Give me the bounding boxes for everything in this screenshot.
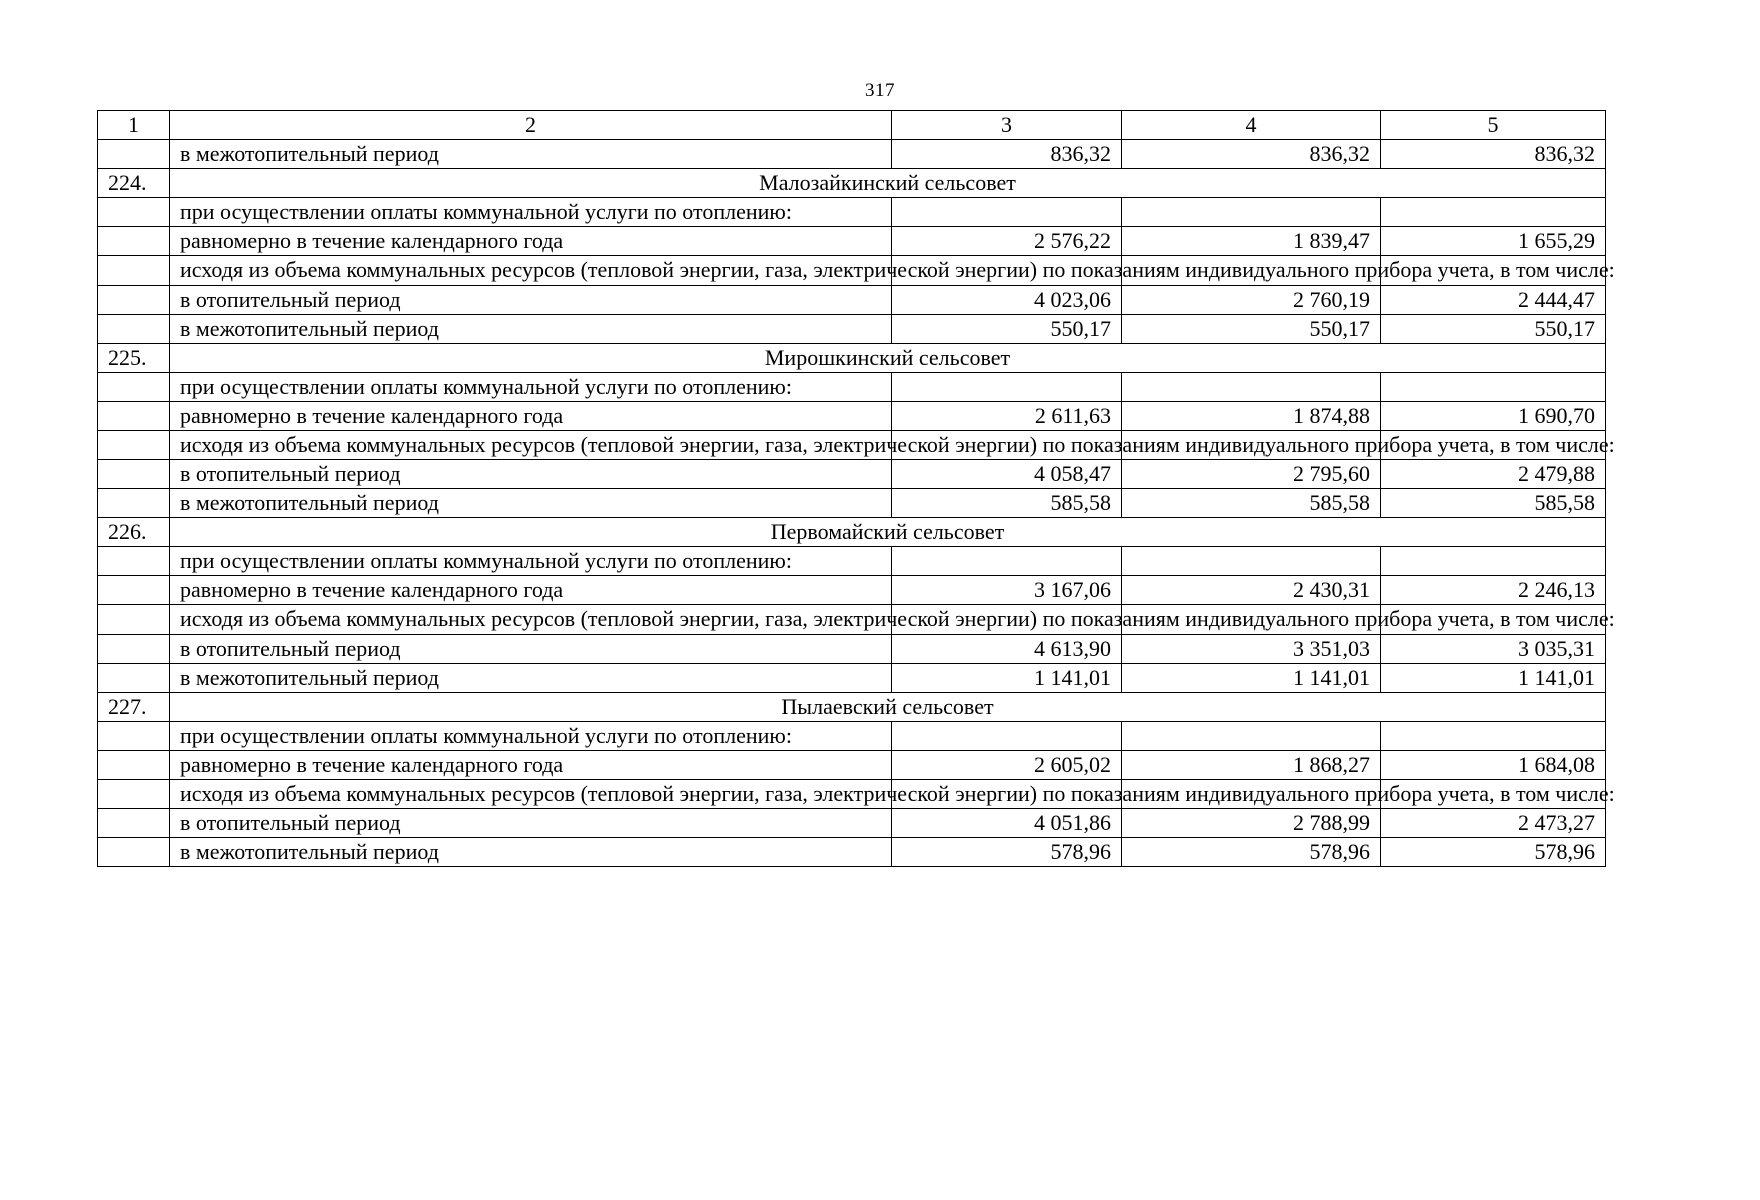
- value-col-5: 578,96: [1381, 838, 1606, 867]
- value-col-3: 1 141,01: [892, 663, 1122, 692]
- table-row: [98, 140, 1606, 169]
- row-label: равномерно в течение календарного года: [170, 227, 892, 256]
- value-col-4: 836,32: [1122, 140, 1381, 169]
- row-index-cell: [98, 663, 170, 692]
- row-label: при осуществлении оплаты коммунальной услуги по отоплению:: [170, 721, 892, 750]
- value-col-4: 1 141,01: [1122, 663, 1381, 692]
- row-index-cell: [98, 721, 170, 750]
- value-col-5: 2 246,13: [1381, 576, 1606, 605]
- value-col-5: 1 684,08: [1381, 750, 1606, 779]
- section-heading-row: [98, 169, 1606, 198]
- table-row: [98, 838, 1606, 867]
- section-index: 224.: [98, 169, 170, 198]
- value-col-5: 3 035,31: [1381, 634, 1606, 663]
- table-body: [98, 111, 1615, 867]
- value-col-4: 1 874,88: [1122, 401, 1381, 430]
- row-index-cell: [98, 576, 170, 605]
- table-row: [98, 430, 1606, 460]
- row-label: в отопительный период: [170, 809, 892, 838]
- section-heading-row: [98, 518, 1606, 547]
- value-col-4: 2 788,99: [1122, 809, 1381, 838]
- value-col-5: 1 655,29: [1381, 227, 1606, 256]
- table-row: [98, 721, 1606, 750]
- row-label: в межотопительный период: [170, 314, 892, 343]
- value-col-5: [1381, 372, 1606, 401]
- value-col-3: 2 605,02: [892, 750, 1122, 779]
- value-col-5: 836,32: [1381, 140, 1606, 169]
- section-name: Мирошкинский сельсовет: [170, 343, 1606, 372]
- section-index: 226.: [98, 518, 170, 547]
- row-index-cell: [98, 140, 170, 169]
- row-index-cell: [98, 838, 170, 867]
- value-col-5: 1 141,01: [1381, 663, 1606, 692]
- value-col-4: 1 868,27: [1122, 750, 1381, 779]
- row-index-cell: [98, 809, 170, 838]
- value-col-4: [1122, 547, 1381, 576]
- table-row: [98, 634, 1606, 663]
- row-label: исходя из объема коммунальных ресурсов (тепловой энергии, газа, электрической энергии) по показаниям индивидуального прибора учета, в том числе:: [170, 779, 892, 809]
- value-col-5: 550,17: [1381, 314, 1606, 343]
- row-label: равномерно в течение календарного года: [170, 750, 892, 779]
- value-col-5: [1381, 547, 1606, 576]
- table-row: [98, 576, 1606, 605]
- row-label: в отопительный период: [170, 285, 892, 314]
- value-col-3: 4 058,47: [892, 460, 1122, 489]
- value-col-4: [1122, 198, 1381, 227]
- value-col-3: 4 023,06: [892, 285, 1122, 314]
- value-col-3: 550,17: [892, 314, 1122, 343]
- table-row: [98, 809, 1606, 838]
- row-label: исходя из объема коммунальных ресурсов (тепловой энергии, газа, электрической энергии) по показаниям индивидуального прибора учета, в том числе:: [170, 256, 892, 286]
- row-label: равномерно в течение календарного года: [170, 401, 892, 430]
- column-number-row: [98, 111, 1606, 140]
- row-label: в отопительный период: [170, 634, 892, 663]
- table-row: [98, 489, 1606, 518]
- row-index-cell: [98, 314, 170, 343]
- value-col-3: 585,58: [892, 489, 1122, 518]
- value-col-4: 585,58: [1122, 489, 1381, 518]
- section-index: 225.: [98, 343, 170, 372]
- table-row: [98, 401, 1606, 430]
- column-number-5: 5: [1381, 111, 1606, 140]
- column-number-2: 2: [170, 111, 892, 140]
- row-index-cell: [98, 750, 170, 779]
- row-index-cell: [98, 198, 170, 227]
- value-col-3: 578,96: [892, 838, 1122, 867]
- row-index-cell: [98, 430, 170, 460]
- row-index-cell: [98, 605, 170, 635]
- row-index-cell: [98, 372, 170, 401]
- row-label: в межотопительный период: [170, 663, 892, 692]
- column-number-4: 4: [1122, 111, 1381, 140]
- value-col-5: 585,58: [1381, 489, 1606, 518]
- section-index: 227.: [98, 692, 170, 721]
- table-row: [98, 750, 1606, 779]
- row-label: исходя из объема коммунальных ресурсов (тепловой энергии, газа, электрической энергии) по показаниям индивидуального прибора учета, в том числе:: [170, 605, 892, 635]
- table-row: [98, 460, 1606, 489]
- row-label: исходя из объема коммунальных ресурсов (тепловой энергии, газа, электрической энергии) по показаниям индивидуального прибора учета, в том числе:: [170, 430, 892, 460]
- value-col-3: 2 576,22: [892, 227, 1122, 256]
- row-index-cell: [98, 256, 170, 286]
- section-heading-row: [98, 692, 1606, 721]
- row-index-cell: [98, 460, 170, 489]
- row-index-cell: [98, 547, 170, 576]
- table-row: [98, 779, 1606, 809]
- row-index-cell: [98, 227, 170, 256]
- value-col-4: 3 351,03: [1122, 634, 1381, 663]
- table-row: [98, 547, 1606, 576]
- row-label: равномерно в течение календарного года: [170, 576, 892, 605]
- value-col-5: [1381, 721, 1606, 750]
- value-col-4: 578,96: [1122, 838, 1381, 867]
- value-col-3: 2 611,63: [892, 401, 1122, 430]
- value-col-4: 1 839,47: [1122, 227, 1381, 256]
- row-label: в межотопительный период: [170, 489, 892, 518]
- table-row: [98, 256, 1606, 286]
- value-col-3: 836,32: [892, 140, 1122, 169]
- value-col-3: [892, 198, 1122, 227]
- table-row: [98, 285, 1606, 314]
- row-index-cell: [98, 634, 170, 663]
- table-row: [98, 605, 1606, 635]
- page-number: 317: [865, 80, 895, 101]
- column-number-1: 1: [98, 111, 170, 140]
- table-row: [98, 198, 1606, 227]
- table-row: [98, 663, 1606, 692]
- value-col-3: [892, 721, 1122, 750]
- table-row: [98, 314, 1606, 343]
- value-col-3: 4 613,90: [892, 634, 1122, 663]
- row-label: при осуществлении оплаты коммунальной услуги по отоплению:: [170, 547, 892, 576]
- column-number-3: 3: [892, 111, 1122, 140]
- row-label: при осуществлении оплаты коммунальной услуги по отоплению:: [170, 372, 892, 401]
- row-label: в межотопительный период: [170, 140, 892, 169]
- value-col-5: [1381, 198, 1606, 227]
- section-name: Малозайкинский сельсовет: [170, 169, 1606, 198]
- tariff-table: [97, 110, 1615, 867]
- value-col-3: 3 167,06: [892, 576, 1122, 605]
- value-col-5: 2 479,88: [1381, 460, 1606, 489]
- row-label: в межотопительный период: [170, 838, 892, 867]
- row-index-cell: [98, 779, 170, 809]
- value-col-3: [892, 547, 1122, 576]
- value-col-4: 2 795,60: [1122, 460, 1381, 489]
- value-col-4: 550,17: [1122, 314, 1381, 343]
- value-col-4: [1122, 721, 1381, 750]
- row-label: при осуществлении оплаты коммунальной услуги по отоплению:: [170, 198, 892, 227]
- value-col-4: 2 430,31: [1122, 576, 1381, 605]
- row-label: в отопительный период: [170, 460, 892, 489]
- section-name: Первомайский сельсовет: [170, 518, 1606, 547]
- row-index-cell: [98, 285, 170, 314]
- row-index-cell: [98, 401, 170, 430]
- value-col-5: 2 444,47: [1381, 285, 1606, 314]
- value-col-4: 2 760,19: [1122, 285, 1381, 314]
- section-heading-row: [98, 343, 1606, 372]
- section-name: Пылаевский сельсовет: [170, 692, 1606, 721]
- table-row: [98, 227, 1606, 256]
- value-col-5: 1 690,70: [1381, 401, 1606, 430]
- value-col-3: 4 051,86: [892, 809, 1122, 838]
- value-col-4: [1122, 372, 1381, 401]
- row-index-cell: [98, 489, 170, 518]
- value-col-3: [892, 372, 1122, 401]
- value-col-5: 2 473,27: [1381, 809, 1606, 838]
- table-row: [98, 372, 1606, 401]
